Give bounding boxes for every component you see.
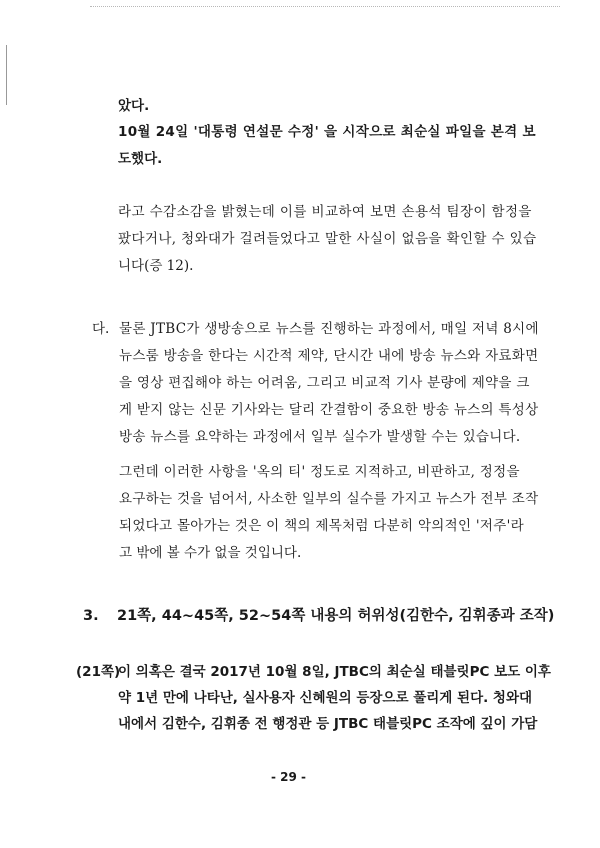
section-da2-line-3: 되었다고 몰아가는 것은 이 책의 제목처럼 다분히 악의적인 '저주'라 [119,518,524,534]
section-da2-line-4: 고 밖에 볼 수가 없을 것입니다. [119,545,302,561]
section-da2-line-2: 요구하는 것을 넘어서, 사소한 일부의 실수를 가지고 뉴스가 전부 조작 [119,491,539,507]
quote-21-tag: (21쪽) [76,664,121,680]
quote-line-2: 10월 24일 '대통령 연설문 수정' 을 시작으로 최순실 파일을 본격 보 [118,124,536,140]
section-3-title: 21쪽, 44~45쪽, 52~54쪽 내용의 허위성(김한수, 김휘종과 조작) [117,608,555,624]
section-da-line-5: 방송 뉴스를 요약하는 과정에서 일부 실수가 발생할 수는 있습니다. [119,429,521,445]
section-da-marker: 다. [92,321,110,337]
scan-edge-mark [6,45,7,105]
section-da-line-2: 뉴스룸 방송을 한다는 시간적 제약, 단시간 내에 방송 뉴스와 자료화면 [119,348,539,364]
section-3-number: 3. [83,608,99,624]
quote-21-line-1: 이 의혹은 결국 2017년 10월 8일, JTBC의 최순실 태블릿PC 보도 이후 [118,664,551,680]
section-da-line-1: 물론 JTBC가 생방송으로 뉴스를 진행하는 과정에서, 매일 저녁 8시에 [119,321,539,337]
intro-line-2: 팠다거나, 청와대가 걸려들었다고 말한 사실이 없음을 확인할 수 있습 [118,231,537,247]
section-da2-line-1: 그런데 이러한 사항을 '옥의 티' 정도로 지적하고, 비판하고, 정정을 [119,464,520,480]
quote-21-line-3: 내에서 김한수, 김휘종 전 행정관 등 JTBC 태블릿PC 조작에 깊이 가담 [118,716,538,732]
quote-21-line-2: 약 1년 만에 나타난, 실사용자 신혜원의 등장으로 풀리게 된다. 청와대 [118,690,533,706]
intro-line-3: 니다(증 12). [118,258,194,274]
scan-artifact-top [90,6,560,8]
quote-line-3: 도했다. [118,151,163,167]
quote-line-1: 았다. [118,98,150,114]
section-da-line-4: 게 받지 않는 신문 기사와는 달리 간결함이 중요한 방송 뉴스의 특성상 [119,402,539,418]
page-number: - 29 - [271,770,307,784]
intro-line-1: 라고 수감소감을 밝혔는데 이를 비교하여 보면 손용석 팀장이 함정을 [118,204,532,220]
section-da-line-3: 을 영상 편집해야 하는 어려움, 그리고 비교적 기사 분량에 제약을 크 [119,375,530,391]
